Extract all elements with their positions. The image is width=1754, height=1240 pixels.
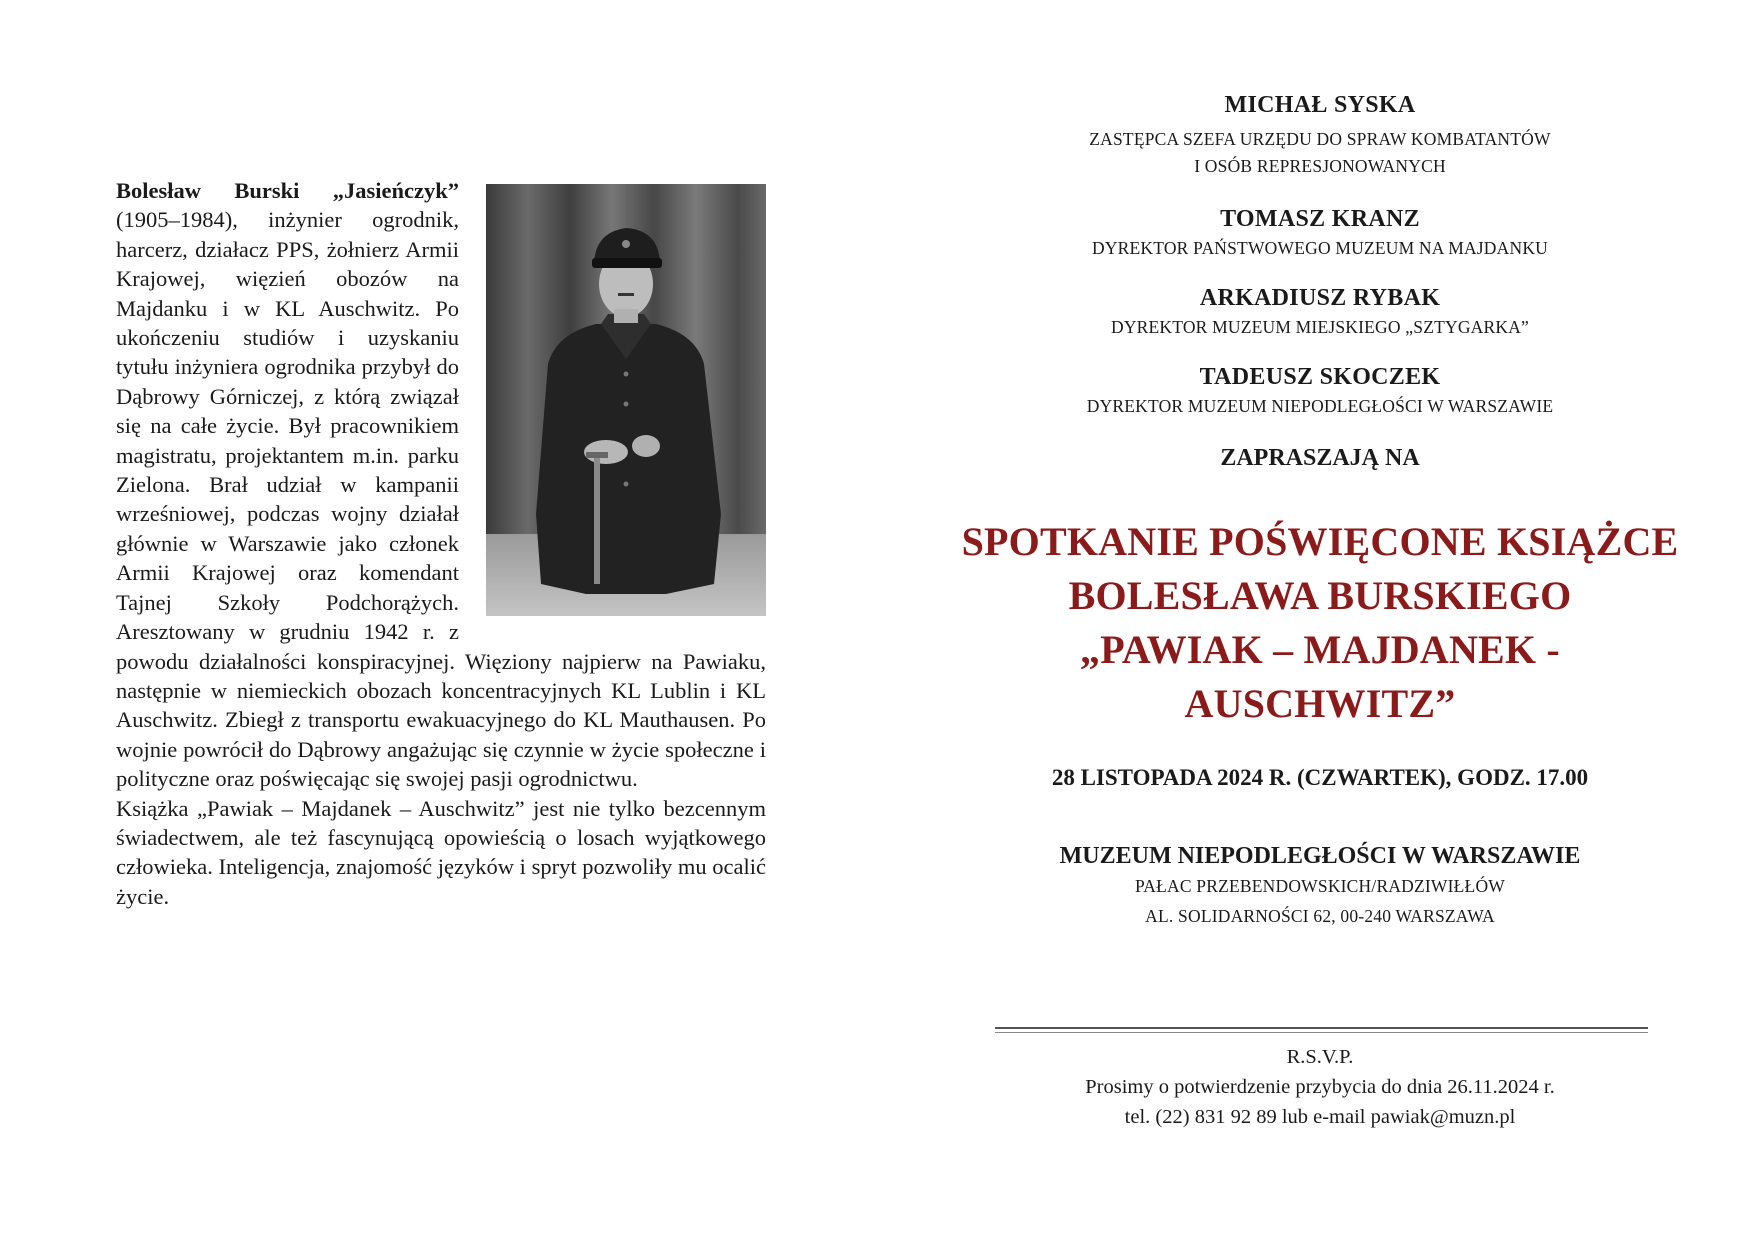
portrait-photo bbox=[486, 184, 766, 616]
host-2 bbox=[960, 204, 1680, 263]
venue-address: AL. SOLIDARNOŚCI 62, 00-240 WARSZAWA bbox=[1145, 906, 1495, 926]
invite-text: ZAPRASZAJĄ NA bbox=[1220, 445, 1420, 471]
headline-line: BOLESŁAWA BURSKIEGO bbox=[1068, 573, 1572, 618]
venue bbox=[960, 841, 1680, 931]
host-role: DYREKTOR MUZEUM MIEJSKIEGO „SZTYGARKA” bbox=[1110, 317, 1530, 337]
subject-name: Bolesław Burski „Jasieńczyk” bbox=[116, 178, 459, 203]
portrait-photo-image bbox=[486, 184, 766, 616]
host-3 bbox=[960, 283, 1680, 342]
rsvp-section bbox=[960, 1042, 1680, 1132]
event-date: 28 LISTOPADA 2024 R. (CZWARTEK), GODZ. 17.00 bbox=[1051, 765, 1589, 790]
host-role: DYREKTOR PAŃSTWOWEGO MUZEUM NA MAJDANKU bbox=[1091, 238, 1548, 258]
rsvp-request: Prosimy o potwierdzenie przybycia do dnia 26.11.2024 r. bbox=[1085, 1076, 1555, 1098]
host-1 bbox=[960, 90, 1680, 180]
host-role: ZASTĘPCA SZEFA URZĘDU DO SPRAW KOMBATANTÓW bbox=[1089, 129, 1551, 149]
rsvp-contact: tel. (22) 831 92 89 lub e-mail pawiak@muzn.pl bbox=[1124, 1106, 1516, 1128]
venue-name: MUZEUM NIEPODLEGŁOŚCI W WARSZAWIE bbox=[1059, 843, 1581, 869]
host-name: TADEUSZ SKOCZEK bbox=[1199, 364, 1441, 390]
rsvp-title: R.S.V.P. bbox=[1286, 1046, 1354, 1068]
event-headline bbox=[960, 515, 1680, 731]
headline-line: „PAWIAK – MAJDANEK - AUSCHWITZ” bbox=[1080, 627, 1560, 726]
biography-section bbox=[116, 176, 766, 911]
book-description: Książka „Pawiak – Majdanek – Auschwitz” jest nie tylko bezcennym świadectwem, ale też fascynującą opowieścią o losach wyjątkowego człowieka. Inteligencja, znajomość języków i spryt pozwoliły mu ocalić życie. bbox=[116, 795, 766, 909]
divider bbox=[995, 1027, 1648, 1033]
host-name: MICHAŁ SYSKA bbox=[1224, 92, 1416, 118]
host-role: DYREKTOR MUZEUM NIEPODLEGŁOŚCI W WARSZAWIE bbox=[1086, 396, 1554, 416]
headline-line: SPOTKANIE POŚWIĘCONE KSIĄŻCE bbox=[961, 519, 1679, 564]
biography-body: (1905–1984), inżynier ogrodnik, harcerz, działacz PPS, żołnierz Armii Krajowej, więzień obozów na Majdanku i w KL Auschwitz. Po ukończeniu studiów i uzyskaniu tytułu inżyniera ogrodnika przybył do Dąbrowy Górniczej, z którą związał się na całe życie. Był pracownikiem magistratu, projektantem m.in. parku Zielona. Brał udział w kampanii wrześniowej, podczas wojny działał głównie w Warszawie jako członek Armii Krajowej oraz komendant Tajnej Szkoły Podchorążych. Aresztowany w grudniu 1942 r. z powodu działalności konspiracyjnej. Więziony najpierw na Pawiaku, następnie w niemieckich obozach koncentracyjnych KL Lublin i KL Auschwitz. Zbiegł z transportu ewakuacyjnego do KL Mauthausen. Po wojnie powrócił do Dąbrowy angażując się czynnie w życie społeczne i polityczne oraz poświęcając się swojej pasji ogrodnictwu. bbox=[116, 207, 766, 792]
invitation-section bbox=[960, 90, 1680, 931]
host-name: TOMASZ KRANZ bbox=[1220, 206, 1420, 232]
host-name: ARKADIUSZ RYBAK bbox=[1199, 285, 1441, 311]
host-role: I OSÓB REPRESJONOWANYCH bbox=[1194, 156, 1446, 176]
host-4 bbox=[960, 362, 1680, 421]
venue-building: PAŁAC PRZEBENDOWSKICH/RADZIWIŁŁÓW bbox=[1134, 876, 1506, 896]
